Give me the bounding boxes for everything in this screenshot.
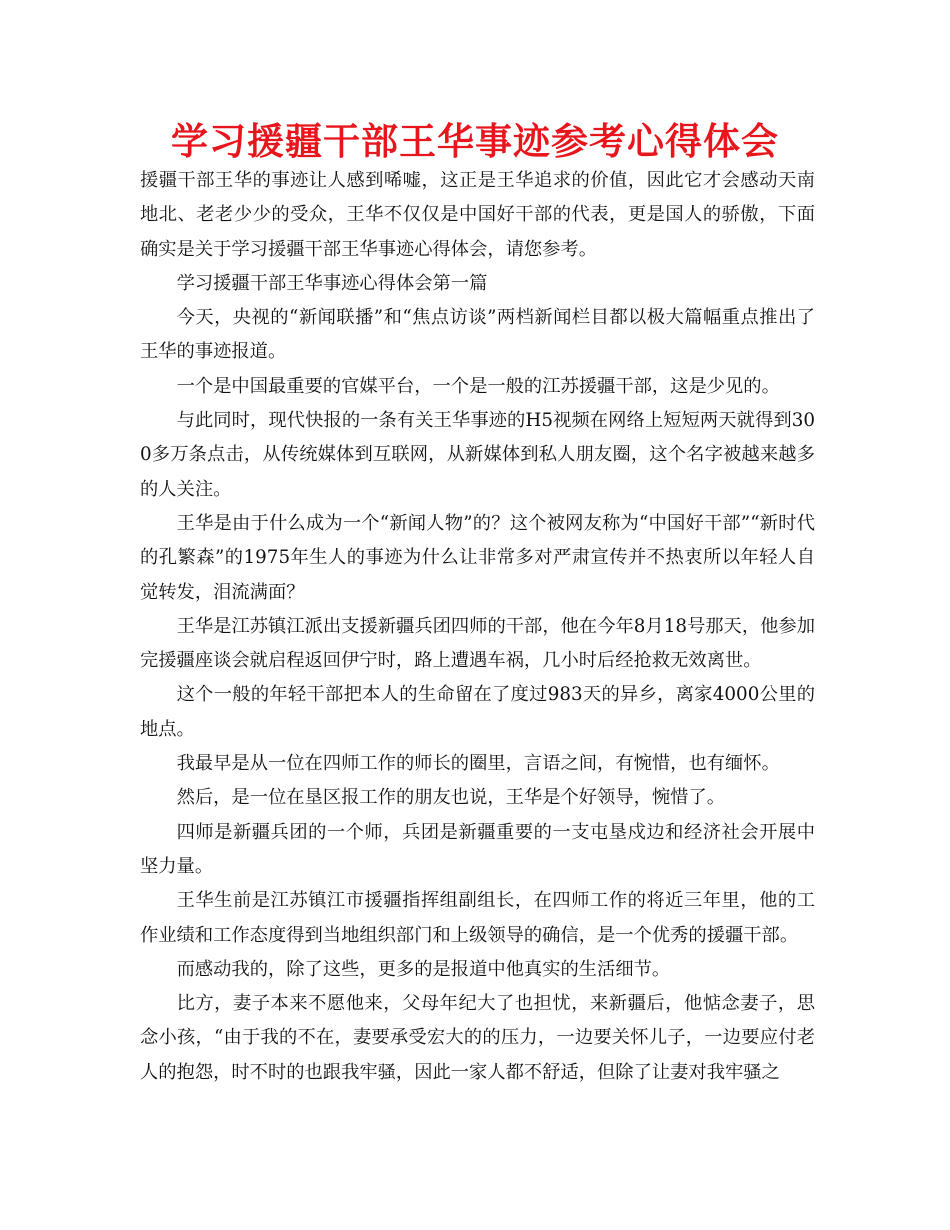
- body-paragraph: 今天，央视的“新闻联播”和“焦点访谈”两档新闻栏目都以极大篇幅重点推出了王华的事迹报道。: [140, 307, 815, 363]
- body-paragraph: 我最早是从一位在四师工作的师长的圈里，言语之间，有惋惜，也有缅怀。: [176, 753, 780, 775]
- body-paragraph: 比方，妻子本来不愿他来，父母年纪大了也担忧，来新疆后，他惦念妻子，思念小孩，“由于我的不在，妻要承受宏大的的压力，一边要关怀儿子，一边要应付老人的抱怨，时不时的也跟我牢骚，因此一家人都不舒适，但除了让妻对我牢骚之: [140, 993, 815, 1083]
- body-paragraph: 王华生前是江苏镇江市援疆指挥组副组长，在四师工作的将近三年里，他的工作业绩和工作态度得到当地组织部门和上级领导的确信，是一个优秀的援疆干部。: [140, 890, 815, 946]
- body-paragraph: 然后，是一位在垦区报工作的朋友也说，王华是个好领导，惋惜了。: [176, 787, 726, 809]
- document-body: [140, 164, 815, 1090]
- body-paragraph: 王华是由于什么成为一个“新闻人物”的？这个被网友称为“中国好干部”“新时代的孔繁森”的1975年生人的事迹为什么让非常多对严肃宣传并不热衷所以年轻人自觉转发，泪流满面？: [140, 512, 815, 603]
- body-paragraph: 援疆干部王华的事迹让人感到唏嘘，这正是王华追求的价值，因此它才会感动天南地北、老老少少的受众，王华不仅仅是中国好干部的代表，更是国人的骄傲，下面确实是关于学习援疆干部王华事迹心得体会，请您参考。: [140, 170, 815, 260]
- body-paragraph: 与此同时，现代快报的一条有关王华事迹的H5视频在网络上短短两天就得到300多万条点击，从传统媒体到互联网，从新媒体到私人朋友圈，这个名字被越来越多的人关注。: [140, 410, 815, 500]
- body-paragraph: 学习援疆干部王华事迹心得体会第一篇: [176, 272, 488, 294]
- body-paragraph: 这个一般的年轻干部把本人的生命留在了度过983天的异乡，离家4000公里的地点。: [140, 684, 815, 740]
- body-paragraph: 四师是新疆兵团的一个师，兵团是新疆重要的一支屯垦戍边和经济社会开展中坚力量。: [140, 821, 815, 877]
- body-paragraph: 而感动我的，除了这些，更多的是报道中他真实的生活细节。: [176, 958, 671, 980]
- body-paragraph: 王华是江苏镇江派出支援新疆兵团四师的干部，他在今年8月18号那天，他参加完援疆座谈会就启程返回伊宁时，路上遭遇车祸，几小时后经抢救无效离世。: [140, 615, 815, 672]
- body-paragraph: 一个是中国最重要的官媒平台，一个是一般的江苏援疆干部，这是少见的。: [176, 375, 780, 397]
- document-title: 学习援疆干部王华事迹参考心得体会: [171, 120, 779, 163]
